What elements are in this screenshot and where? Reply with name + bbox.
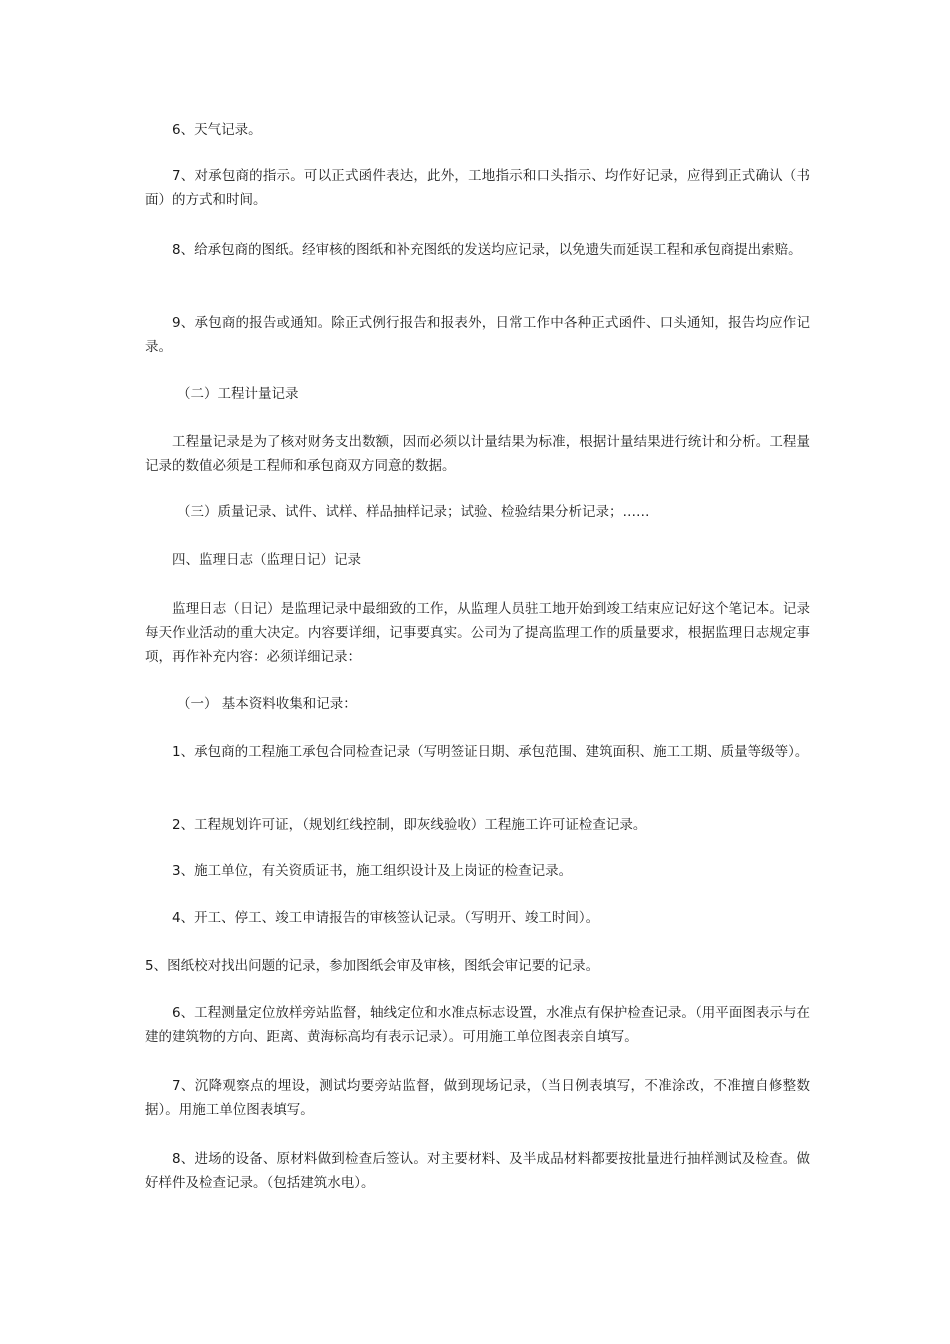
material-inspection-item: 8、进场的设备、原材料做到检查后签认。对主要材料、及半成品材料都要按批量进行抽样测试及检查。做好样件及检查记录。（包括建筑水电）。 <box>145 1151 810 1191</box>
contractor-instruction-item: 7、对承包商的指示。可以正式函件表达，此外，工地指示和口头指示、均作好记录，应得到正式确认（书面）的方式和时间。 <box>145 168 810 208</box>
contractor-reports-item: 9、承包商的报告或通知。除正式例行报告和报表外，日常工作中各种正式函件、口头通知，报告均应作记录。 <box>145 315 810 355</box>
planning-permit-item: 2、工程规划许可证，（规划红线控制，即灰线验收）工程施工许可证检查记录。 <box>172 817 647 833</box>
section-supervision-log-heading: 四、监理日志（监理日记）记录 <box>172 552 361 568</box>
qualification-check-item: 3、施工单位，有关资质证书，施工组织设计及上岗证的检查记录。 <box>172 863 573 879</box>
survey-positioning-item: 6、工程测量定位放样旁站监督，轴线定位和水准点标志设置，水准点有保护检查记录。（用平面图表示与在建的建筑物的方向、距离、黄海标高均有表示记录）。可用施工单位图表亲自填写。 <box>145 1005 810 1045</box>
weather-record-item: 6、天气记录。 <box>172 122 262 138</box>
basic-data-heading: （一） 基本资料收集和记录： <box>177 696 357 712</box>
settlement-observation-item: 7、沉降观察点的埋设，测试均要旁站监督，做到现场记录，（当日例表填写，不准涂改，不准擅自修整数据）。用施工单位图表填写。 <box>145 1078 810 1118</box>
quantity-record-paragraph: 工程量记录是为了核对财务支出数额，因而必须以计量结果为标准，根据计量结果进行统计和分析。工程量记录的数值必须是工程师和承包商双方同意的数据。 <box>145 434 810 474</box>
supervision-log-paragraph: 监理日志（日记）是监理记录中最细致的工作，从监理人员驻工地开始到竣工结束应记好这个笔记本。记录每天作业活动的重大决定。内容要详细，记事要真实。公司为了提高监理工作的质量要求，根据监理日志规定事项，再作补充内容：必须详细记录： <box>145 601 810 665</box>
start-stop-report-item: 4、开工、停工、竣工申请报告的审核签认记录。（写明开、竣工时间）。 <box>172 910 600 926</box>
section-quantity-measurement-heading: （二）工程计量记录 <box>177 386 299 402</box>
contract-check-item: 1、承包商的工程施工承包合同检查记录（写明签证日期、承包范围、建筑面积、施工工期、质量等级等）。 <box>172 744 809 760</box>
section-quality-record-heading: （三）质量记录、试件、试样、样品抽样记录；试验、检验结果分析记录；…… <box>177 504 650 520</box>
drawings-to-contractor-item: 8、给承包商的图纸。经审核的图纸和补充图纸的发送均应记录，以免遗失而延误工程和承包商提出索赔。 <box>172 242 802 258</box>
drawing-review-item: 5、图纸校对找出问题的记录，参加图纸会审及审核，图纸会审记要的记录。 <box>145 958 600 974</box>
